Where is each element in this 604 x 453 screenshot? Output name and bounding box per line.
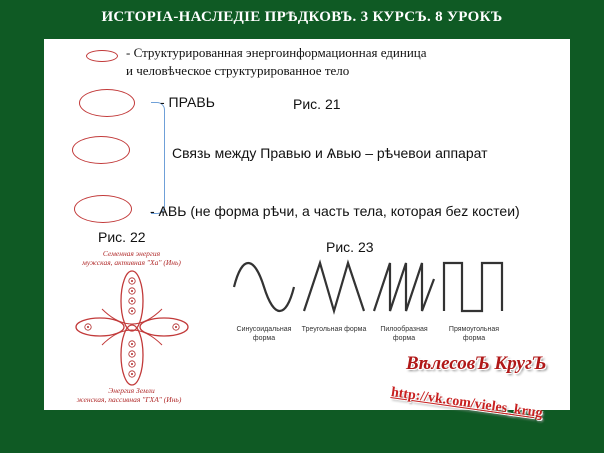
- header-title: ИСТОРІА-НАСЛЕДІЕ ПРѢДКОВЪ. 3 КУРСЪ. 8 УРОКЪ: [101, 9, 503, 25]
- figure-21-caption: Рис. 21: [293, 96, 341, 112]
- prav-label: - ПРАВЬ: [160, 94, 215, 110]
- legend-line-2: и человѣческое структурированное тело: [126, 63, 350, 78]
- figure-22-caption: Рис. 22: [98, 229, 146, 245]
- energy-bottom-sub: женская, пассивная "ГХА" (Инь): [76, 395, 182, 404]
- triangle-wave-icon: [302, 259, 366, 315]
- sawtooth-wave-icon: [372, 259, 436, 315]
- link-oval: [72, 136, 130, 164]
- yav-label: - ѦВЬ (не форма рѣчи, а часть тела, которая беz костеи): [150, 203, 520, 219]
- square-wave-label: Прямоугольная форма: [448, 326, 500, 342]
- energy-top-sub: мужская, активная "Ха" (Инь): [82, 258, 181, 267]
- square-wave-icon: [442, 259, 506, 315]
- sine-wave-icon: [232, 259, 296, 315]
- url-watermark[interactable]: http://vk.com/vieles_krug: [390, 385, 544, 422]
- energy-figure: [72, 269, 192, 394]
- figure-23-caption: Рис. 23: [326, 239, 374, 255]
- sine-wave-label: Синусоидальная форма: [236, 326, 292, 342]
- slide-content: [44, 39, 570, 422]
- yav-oval: [74, 195, 132, 223]
- brand-watermark: ВѣлесовЪ КругЪ: [406, 353, 547, 374]
- energy-top-title: Семенная энергия: [102, 249, 161, 258]
- legend-line-1: - Структурированная энергоинформационная единица: [126, 45, 427, 60]
- connection-bracket: [151, 102, 165, 214]
- link-label: Связь между Правью и Ѧвью – рѣчевои аппарат: [172, 145, 488, 161]
- triangle-wave-label: Треугольная форма: [301, 326, 367, 333]
- legend-oval: [86, 50, 118, 62]
- sawtooth-wave-label: Пилообразная форма: [380, 326, 428, 342]
- energy-bottom-title: Энергия Земли: [108, 386, 155, 395]
- prav-oval: [79, 89, 135, 117]
